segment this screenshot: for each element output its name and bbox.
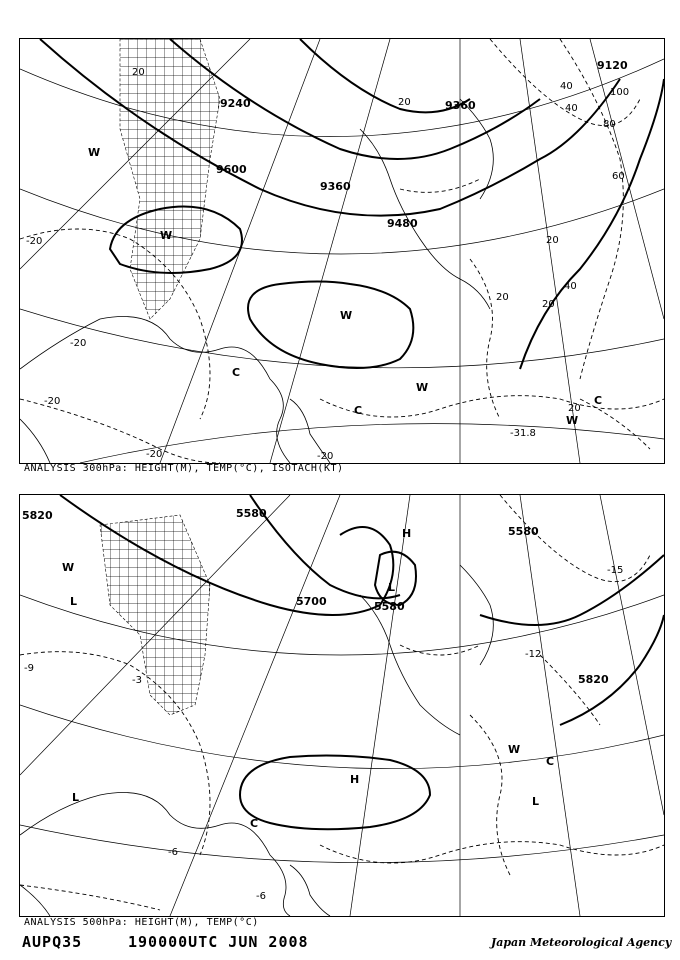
center-marker: C [354, 404, 363, 417]
height-label: 9600 [216, 163, 247, 176]
height-label: 5820 [578, 673, 609, 686]
temp-label: -6 [168, 847, 178, 858]
temp-label: -9 [24, 663, 34, 674]
isotach-label: 100 [610, 87, 630, 98]
isotach-label: 60 [612, 171, 625, 182]
caption-300hpa: ANALYSIS 300hPa: HEIGHT(M), TEMP(°C), ISOTACH(KT) [24, 463, 344, 474]
center-marker: C [594, 394, 603, 407]
center-marker: H [402, 527, 412, 540]
temp-label: -20 [70, 338, 87, 349]
temp-label: -20 [146, 449, 163, 460]
center-marker: W [160, 229, 173, 242]
center-marker: W [340, 309, 353, 322]
center-marker: W [62, 561, 75, 574]
center-marker: L [70, 595, 78, 608]
height-label: 9120 [597, 59, 628, 72]
center-marker: L [72, 791, 80, 804]
center-marker: W [566, 414, 579, 427]
agency-name: Japan Meteorological Agency [491, 936, 672, 949]
height-label: 5820 [22, 509, 53, 522]
isotach-label: 40 [565, 103, 578, 114]
isotach-label: 20 [398, 97, 411, 108]
center-marker: C [232, 366, 241, 379]
chart-valid-time: 190000UTC JUN 2008 [128, 933, 309, 951]
height-label: 5580 [374, 600, 405, 613]
temp-label: -6 [256, 891, 266, 902]
isotach-label: 20 [546, 235, 559, 246]
observation-value: -31.8 [510, 428, 536, 439]
temp-label: -20 [317, 451, 334, 462]
temp-label: -20 [44, 396, 61, 407]
temp-label: -15 [607, 565, 624, 576]
high-terrain-hatching [120, 39, 220, 319]
center-marker: W [508, 743, 521, 756]
height-label: 5580 [508, 525, 539, 538]
isotach-label: 20 [496, 292, 509, 303]
temp-label: -3 [132, 675, 142, 686]
height-label: 5580 [236, 507, 267, 520]
isotach-label: 40 [560, 81, 573, 92]
center-marker: W [416, 381, 429, 394]
chart-code: AUPQ35 [22, 933, 83, 951]
height-label: 5700 [296, 595, 327, 608]
temp-label: -12 [525, 649, 542, 660]
map-500hpa-canvas [20, 495, 664, 916]
height-label: 9480 [387, 217, 418, 230]
height-label: 9360 [445, 99, 476, 112]
isotach-label: 80 [603, 119, 616, 130]
center-marker: L [388, 581, 396, 594]
map-panel-300hpa [19, 38, 665, 464]
latitude-lines [20, 595, 664, 863]
map-300hpa-canvas [20, 39, 664, 463]
high-terrain-hatching [100, 515, 210, 715]
center-marker: L [532, 795, 540, 808]
center-marker: H [350, 773, 360, 786]
isotach-label: 20 [542, 299, 555, 310]
isotach-label: 40 [564, 281, 577, 292]
height-label: 9360 [320, 180, 351, 193]
center-marker: C [250, 817, 259, 830]
center-marker: C [546, 755, 555, 768]
caption-500hpa: ANALYSIS 500hPa: HEIGHT(M), TEMP(°C) [24, 917, 259, 928]
center-marker: W [88, 146, 101, 159]
isotach-label: 20 [132, 67, 145, 78]
coastlines [20, 565, 493, 916]
temp-label: -20 [26, 236, 43, 247]
isotach-label: 20 [568, 403, 581, 414]
map-panel-500hpa [19, 494, 665, 917]
height-label: 9240 [220, 97, 251, 110]
